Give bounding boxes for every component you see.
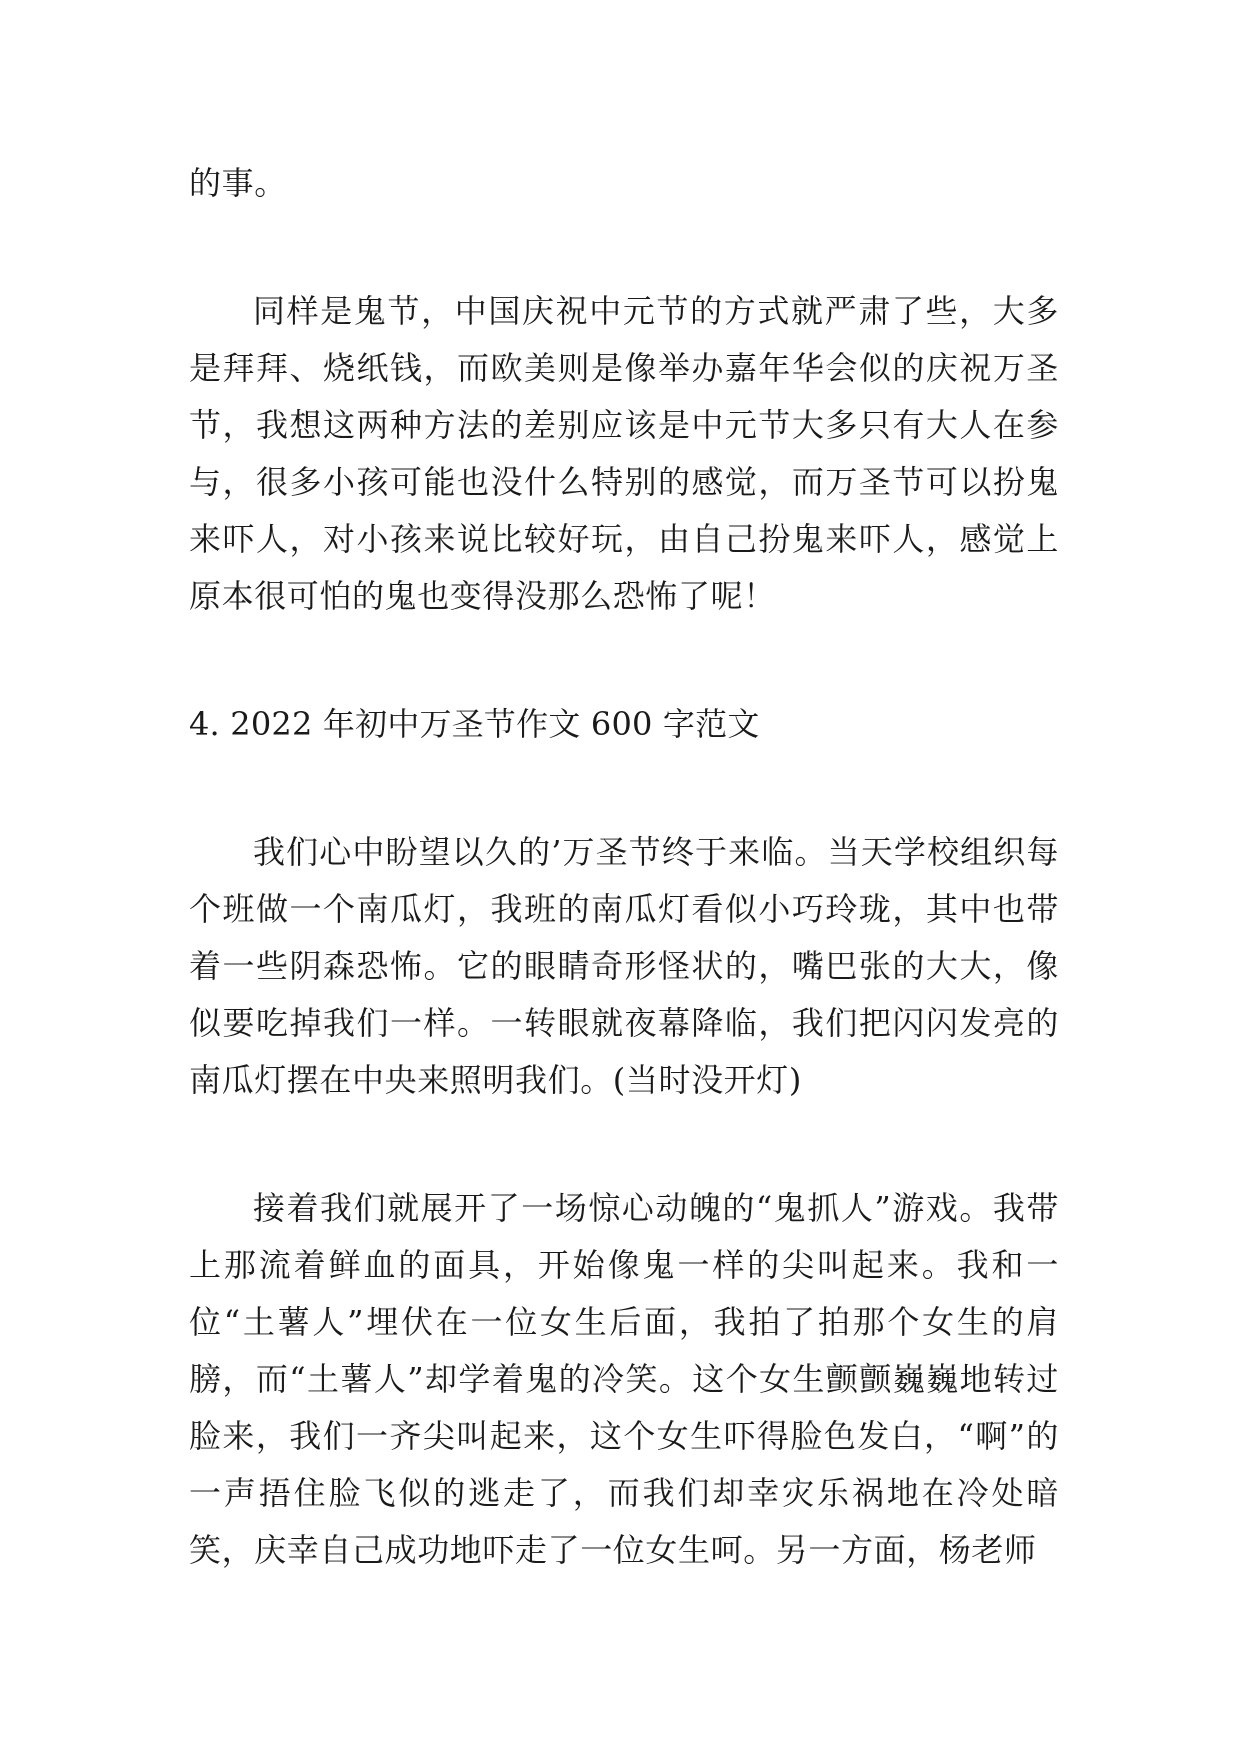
- paragraph-2: 我们心中盼望以久的’万圣节终于来临。当天学校组织每个班做一个南瓜灯，我班的南瓜灯看似小巧玲珑，其中也带着一些阴森恐怖。它的眼睛奇形怪状的，嘴巴张的大大，像似要吃掉我们一样。一转眼就夜幕降临，我们把闪闪发亮的南瓜灯摆在中央来照明我们。(当时没开灯): [189, 833, 1059, 1099]
- paragraph-gap: [189, 212, 1059, 283]
- section-heading: 4. 2022 年初中万圣节作文 600 字范文: [189, 705, 760, 743]
- document-body: [189, 155, 1059, 1579]
- paragraph-gap: [189, 1109, 1059, 1180]
- paragraph-gap: [189, 625, 1059, 696]
- paragraph-3: 接着我们就展开了一场惊心动魄的“鬼抓人”游戏。我带上那流着鲜血的面具，开始像鬼一样的尖叫起来。我和一位“土薯人”埋伏在一位女生后面，我拍了拍那个女生的肩膀，而“土薯人”却学着鬼的冷笑。这个女生颤颤巍巍地转过脸来，我们一齐尖叫起来，这个女生吓得脸色发白，“啊”的一声捂住脸飞似的逃走了，而我们却幸灾乐祸地在冷处暗笑，庆幸自己成功地吓走了一位女生呵。另一方面，杨老师: [189, 1189, 1059, 1569]
- continuation-text: 的事。: [189, 164, 287, 202]
- paragraph-1: 同样是鬼节，中国庆祝中元节的方式就严肃了些，大多是拜拜、烧纸钱，而欧美则是像举办嘉年华会似的庆祝万圣节，我想这两种方法的差别应该是中元节大多只有大人在参与，很多小孩可能也没什么特别的感觉，而万圣节可以扮鬼来吓人，对小孩来说比较好玩，由自己扮鬼来吓人，感觉上原本很可怕的鬼也变得没那么恐怖了呢！: [189, 292, 1059, 615]
- paragraph-gap: [189, 753, 1059, 824]
